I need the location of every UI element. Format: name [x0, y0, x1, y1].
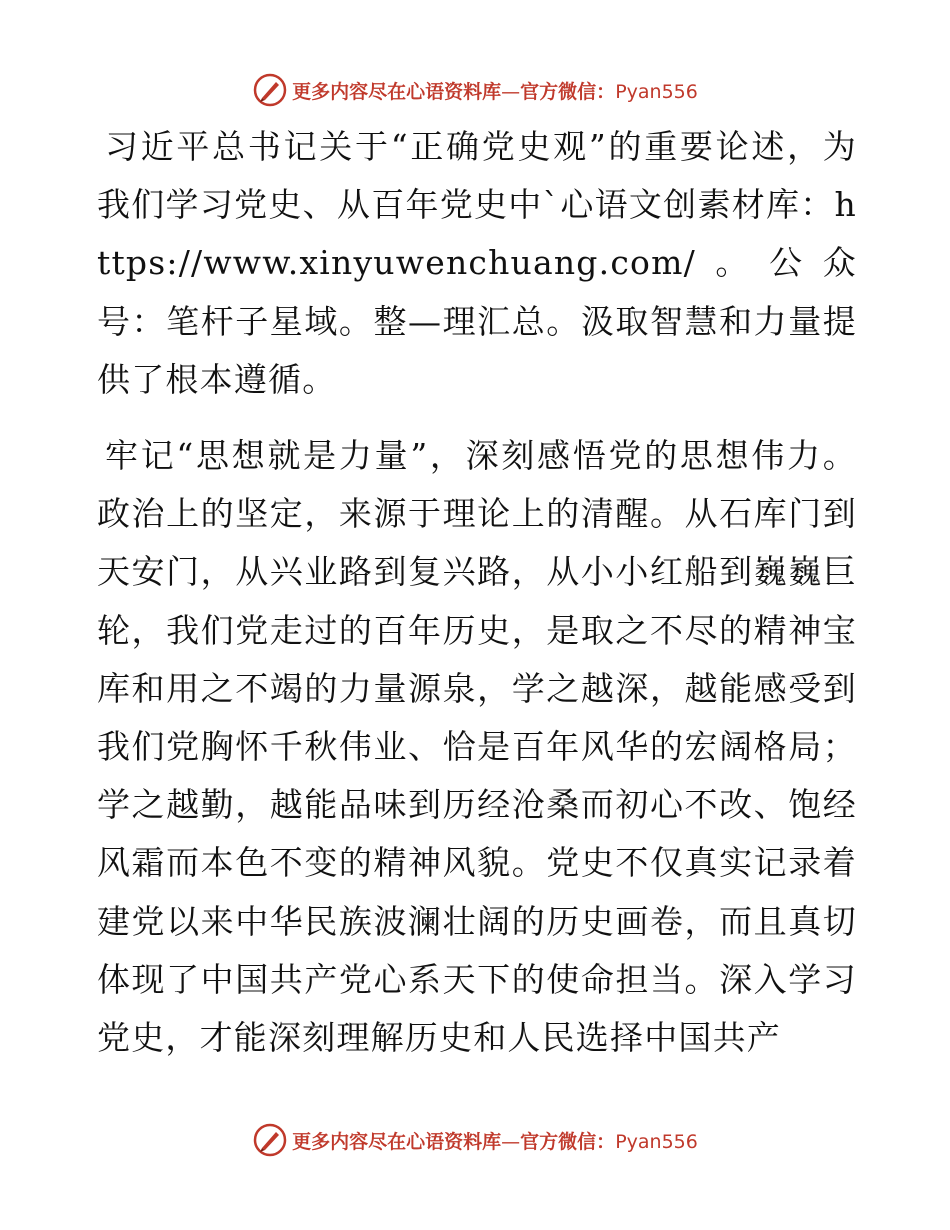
document-body: [97, 118, 857, 1067]
header-banner: [0, 68, 950, 112]
header-banner-title: 更多内容尽在心语资料库: [292, 80, 502, 103]
paragraph-2: 牢记“思想就是力量”，深刻感悟党的思想伟力。政治上的坚定，来源于理论上的清醒。从石库门到天安门，从兴业路到复兴路，从小小红船到巍巍巨轮，我们党走过的百年历史，是取之不尽的精神宝库和用之不竭的力量源泉，学之越深，越能感受到我们党胸怀千秋伟业、恰是百年风华的宏阔格局；学之越勤，越能品味到历经沧桑而初心不改、饱经风霜而本色不变的精神风貌。党史不仅真实记录着建党以来中华民族波澜壮阔的历史画卷，而且真切体现了中国共产党心系天下的使命担当。深入学习党史，才能深刻理解历史和人民选择中国共产: [97, 436, 857, 1058]
header-wechat-id: Pyan556: [615, 80, 698, 103]
header-banner-separator: —: [501, 80, 521, 103]
footer-banner: [0, 1118, 950, 1162]
footer-banner-text: [292, 1127, 698, 1154]
footer-wechat-id: Pyan556: [615, 1130, 698, 1153]
header-wechat-label: 官方微信：: [520, 80, 616, 103]
header-banner-text: [292, 77, 698, 104]
pen-logo-icon: [252, 1122, 288, 1158]
paragraph-1: 习近平总书记关于“正确党史观”的重要论述，为我们学习党史、从百年党史中`心语文创素材库：https://www.xinyuwenchuang.com/。公众号：笔杆子星域。整—理汇总。汲取智慧和力量提供了根本遵循。: [97, 127, 857, 399]
pen-logo-icon: [252, 72, 288, 108]
footer-wechat-label: 官方微信：: [520, 1130, 616, 1153]
footer-banner-title: 更多内容尽在心语资料库: [292, 1130, 502, 1153]
footer-banner-separator: —: [501, 1130, 521, 1153]
